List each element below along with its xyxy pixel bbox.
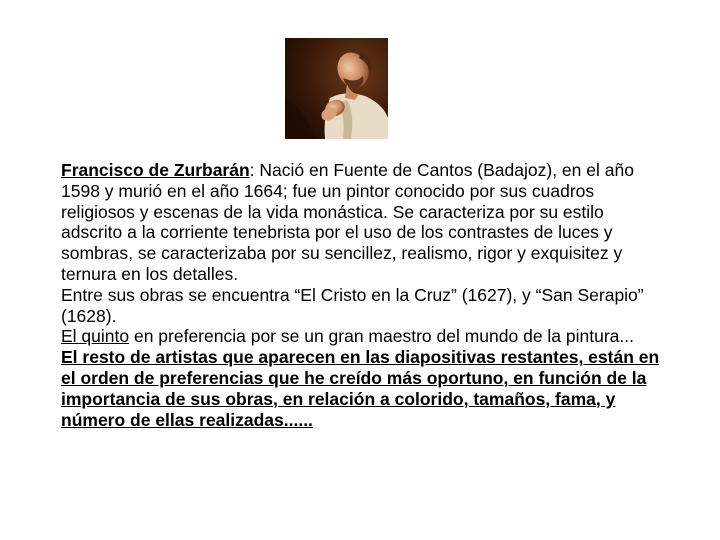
- rank-label: El quinto: [61, 326, 130, 347]
- works-paragraph: Entre sus obras se encuentra “El Cristo en la Cruz” (1627), y “San Serapio” (1628).: [61, 284, 644, 326]
- biography-text: [61, 160, 661, 430]
- closing-paragraph: El resto de artistas que aparecen en las diapositivas restantes, están en el orden de preferencias que he creído más oportuno, en función de la importancia de sus obras, en relación a colorido, tamaños, fama, y número de ellas realizadas......: [61, 347, 660, 430]
- rank-paragraph: [61, 326, 661, 347]
- artist-name: Francisco de Zurbarán: [61, 160, 250, 180]
- saint-portrait-icon: [285, 38, 388, 139]
- rank-text: en preferencia por se un gran maestro del mundo de la pintura...: [129, 326, 634, 347]
- bio-intro: : Nació en Fuente de Cantos (Badajoz), en el año 1598 y murió en el año 1664; fue un pintor conocido por sus cuadros religiosos y escenas de la vida monástica. Se caracteriza por su estilo adscrito a la corriente tenebrista por el uso de los contrastes de luces y sombras, se caracterizaba por su sencillez, realismo, rigor y exquisitez y ternura en los detalles.: [61, 160, 634, 284]
- bio-paragraph: [61, 160, 661, 285]
- portrait-image: [285, 38, 388, 139]
